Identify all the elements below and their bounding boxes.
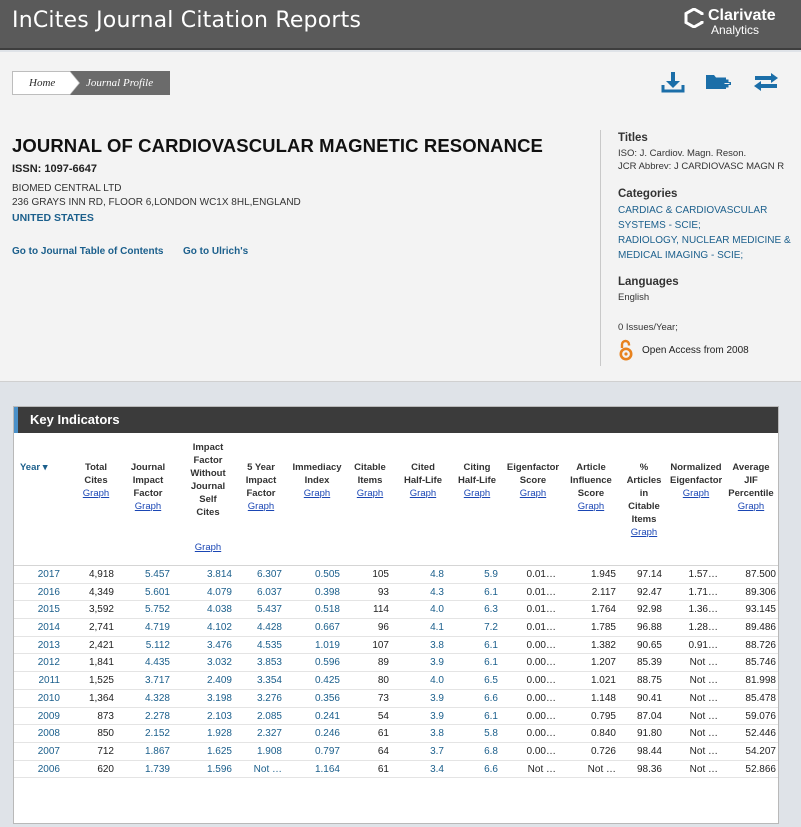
table-cell: 114 <box>373 604 389 616</box>
table-cell: 88.726 <box>745 639 776 651</box>
table-cell: 4,349 <box>88 586 114 598</box>
column-header <box>452 461 502 500</box>
table-cell[interactable]: 2.327 <box>256 728 282 740</box>
table-cell: 873 <box>97 710 114 722</box>
table-cell: 1.57… <box>688 569 718 580</box>
table-cell[interactable]: 0.425 <box>314 675 340 687</box>
column-header-label: Score <box>577 488 605 499</box>
column-header <box>722 461 779 513</box>
table-cell[interactable]: 3.4 <box>430 763 444 775</box>
table-cell: 2.117 <box>591 586 616 598</box>
table-cell: 1,841 <box>88 657 114 669</box>
column-header-label: Factor <box>246 488 276 499</box>
open-access-text: Open Access from 2008 <box>642 344 749 356</box>
table-cell: 59.076 <box>745 710 776 722</box>
ulrichs-link[interactable]: Go to Ulrich's <box>183 246 249 257</box>
table-cell[interactable]: 5.601 <box>144 586 170 598</box>
column-header-label: Cites <box>84 475 108 486</box>
table-cell: 1,525 <box>88 675 114 687</box>
category-link[interactable]: MEDICAL IMAGING - SCIE; <box>618 250 744 261</box>
table-cell: 85.478 <box>745 692 776 704</box>
table-cell[interactable]: 5.9 <box>484 569 498 580</box>
table-cell[interactable]: 3.276 <box>256 692 282 704</box>
table-cell: 54.207 <box>745 745 776 757</box>
logo-subtitle: Analytics <box>711 23 760 37</box>
table-cell[interactable]: 6.1 <box>484 586 498 598</box>
table-cell[interactable]: 4.8 <box>430 569 444 580</box>
table-cell: 81.998 <box>745 675 776 687</box>
column-header <box>670 461 722 500</box>
table-row <box>14 566 779 584</box>
column-header-label: Normalized <box>670 462 722 473</box>
table-row <box>14 619 779 637</box>
year-cell[interactable]: 2011 <box>38 675 60 687</box>
table-cell: 92.98 <box>636 604 662 616</box>
table-cell[interactable]: 5.457 <box>144 569 170 580</box>
table-row <box>14 672 779 690</box>
table-cell[interactable]: 6.5 <box>484 675 498 687</box>
table-cell[interactable]: 3.853 <box>256 657 282 669</box>
table-cell[interactable]: 2.152 <box>144 728 170 740</box>
category-link[interactable]: SYSTEMS - SCIE; <box>618 220 701 231</box>
year-sort-header[interactable] <box>20 461 66 474</box>
year-cell[interactable]: 2008 <box>37 728 60 740</box>
table-cell[interactable]: 3.476 <box>206 639 232 651</box>
table-cell[interactable]: 4.0 <box>430 604 444 616</box>
table-cell[interactable]: 4.079 <box>206 586 232 598</box>
table-cell[interactable]: 5.112 <box>145 639 170 651</box>
table-cell[interactable]: 0.246 <box>314 728 340 740</box>
table-cell: 96 <box>377 622 389 634</box>
column-header-label: Citing <box>463 462 491 473</box>
category-link[interactable]: CARDIAC & CARDIOVASCULAR <box>618 205 768 216</box>
table-row <box>14 743 779 761</box>
table-cell[interactable]: 6.1 <box>484 710 498 722</box>
table-cell[interactable]: 4.3 <box>430 586 444 598</box>
table-cell[interactable]: 4.328 <box>144 692 170 704</box>
table-cell: 0.00… <box>526 657 556 669</box>
table-cell[interactable]: 1.596 <box>206 763 232 775</box>
table-cell: 2,741 <box>88 622 114 634</box>
table-cell[interactable]: 0.596 <box>314 657 340 669</box>
graph-link[interactable]: Graph <box>519 488 547 499</box>
table-cell[interactable]: 1.164 <box>314 763 340 775</box>
table-cell[interactable]: 1.928 <box>206 728 232 740</box>
table-row <box>14 637 779 655</box>
table-cell: 107 <box>372 639 389 651</box>
table-cell[interactable]: 2.085 <box>256 710 282 722</box>
year-cell[interactable]: 2006 <box>37 763 60 775</box>
table-cell[interactable]: 0.241 <box>314 710 340 722</box>
table-cell: 0.91… <box>688 639 718 651</box>
journal-publisher: BIOMED CENTRAL LTD <box>12 183 122 194</box>
journal-details-sidebar <box>618 132 801 334</box>
table-cell: Not … <box>689 728 718 740</box>
table-cell: Not … <box>527 763 556 775</box>
table-cell[interactable]: 6.037 <box>256 586 282 598</box>
column-header-label: Year ▾ <box>20 462 48 473</box>
table-cell: 2,421 <box>88 639 114 651</box>
journal-profile-section <box>0 52 801 382</box>
logo-name: Clarivate <box>708 7 776 24</box>
graph-link[interactable]: Graph <box>356 488 384 499</box>
clarivate-logo[interactable] <box>684 7 794 39</box>
column-header-label: Score <box>519 475 547 486</box>
table-cell: 93.145 <box>745 604 776 616</box>
jcr-abbreviation: JCR Abbrev: J CARDIOVASC MAGN R <box>618 161 785 172</box>
table-cell: 52.446 <box>745 728 776 740</box>
table-cell: 712 <box>97 745 114 757</box>
year-cell[interactable]: 2014 <box>37 622 60 634</box>
graph-link[interactable]: Graph <box>630 527 658 538</box>
table-cell[interactable]: 3.8 <box>430 728 444 740</box>
table-cell[interactable]: 3.354 <box>256 675 282 687</box>
table-cell: 1.148 <box>590 692 616 704</box>
journal-issn: ISSN: 1097-6647 <box>12 163 97 175</box>
table-cell: 0.00… <box>526 745 556 757</box>
column-header-label: Articles <box>626 475 662 486</box>
graph-link[interactable]: Graph <box>577 501 605 512</box>
column-header-label: Article <box>576 462 606 473</box>
table-cell[interactable]: 3.198 <box>206 692 232 704</box>
table-cell: 91.80 <box>636 728 662 740</box>
table-cell: 1.764 <box>590 604 616 616</box>
table-cell[interactable]: 4.428 <box>256 622 282 634</box>
breadcrumb-home[interactable]: Home <box>12 71 70 95</box>
table-cell: 1.945 <box>590 569 616 580</box>
table-cell[interactable]: 1.739 <box>144 763 170 775</box>
table-cell[interactable]: 3.9 <box>430 710 444 722</box>
table-cell[interactable]: 3.814 <box>206 569 232 580</box>
table-cell: 105 <box>372 569 389 580</box>
table-cell: 0.840 <box>590 728 616 740</box>
year-cell[interactable]: 2013 <box>37 639 60 651</box>
table-cell[interactable]: 2.103 <box>206 710 232 722</box>
table-cell: 93 <box>377 586 389 598</box>
column-header-label: JIF <box>744 475 758 486</box>
table-cell: 620 <box>97 763 114 775</box>
table-cell: 88.75 <box>636 675 662 687</box>
table-cell: 98.36 <box>636 763 662 775</box>
languages-heading: Languages <box>618 276 679 288</box>
table-cell[interactable]: 2.278 <box>144 710 170 722</box>
table-cell: 87.500 <box>745 569 776 580</box>
column-header-label: 5 Year <box>247 462 275 473</box>
graph-link[interactable]: Graph <box>682 488 710 499</box>
table-cell: 4,918 <box>88 569 114 580</box>
column-header-label: Citable <box>628 501 660 512</box>
column-header <box>122 461 174 513</box>
issues-per-year: 0 Issues/Year; <box>618 322 678 333</box>
column-header-label: Index <box>304 475 330 486</box>
profile-divider <box>600 130 601 366</box>
table-cell[interactable]: 5.752 <box>144 604 170 616</box>
column-header-label: Impact <box>245 475 277 486</box>
table-cell: 850 <box>97 728 114 740</box>
table-cell[interactable]: 6.1 <box>484 639 498 651</box>
table-cell[interactable]: 0.398 <box>314 586 340 598</box>
table-cell[interactable]: 6.8 <box>484 745 498 757</box>
table-cell[interactable]: 0.356 <box>314 692 340 704</box>
table-cell: 85.746 <box>745 657 776 669</box>
table-cell: 90.41 <box>636 692 662 704</box>
table-cell: 0.726 <box>590 745 616 757</box>
column-header <box>506 461 560 500</box>
column-header-label: Citable <box>354 462 386 473</box>
table-of-contents-link[interactable]: Go to Journal Table of Contents <box>12 246 164 257</box>
table-cell: 87.04 <box>636 710 662 722</box>
key-indicators-header: Key Indicators <box>14 407 778 433</box>
graph-link[interactable]: Graph <box>303 488 331 499</box>
open-access-icon <box>618 339 634 361</box>
column-header-label: Eigenfactor <box>670 475 722 486</box>
table-cell: 1.785 <box>590 622 616 634</box>
column-header-label: Items <box>357 475 383 486</box>
table-cell: 54 <box>377 710 389 722</box>
table-cell: Not … <box>689 692 718 704</box>
table-cell: 0.00… <box>526 639 556 651</box>
table-cell: 0.01… <box>526 586 556 598</box>
graph-link[interactable]: Graph <box>134 501 162 512</box>
table-cell: 52.866 <box>745 763 776 775</box>
column-header-label: Impact <box>192 442 224 453</box>
table-cell: 61 <box>377 728 389 740</box>
table-cell[interactable]: 3.7 <box>430 745 444 757</box>
table-cell: 89.306 <box>745 586 776 598</box>
column-header <box>180 441 236 554</box>
table-cell: 97.14 <box>636 569 662 580</box>
graph-link[interactable]: Graph <box>194 542 222 553</box>
breadcrumb <box>12 71 170 95</box>
column-header-label: Factor <box>133 488 163 499</box>
table-cell: 89 <box>377 657 389 669</box>
add-folder-icon[interactable] <box>705 70 731 94</box>
table-cell[interactable]: 0.797 <box>314 745 340 757</box>
year-cell[interactable]: 2010 <box>37 692 60 704</box>
app-title: InCites Journal Citation Reports <box>12 8 362 33</box>
table-row <box>14 654 779 672</box>
column-header-label: Journal <box>130 462 166 473</box>
table-cell: Not … <box>689 710 718 722</box>
table-cell: Not … <box>689 763 718 775</box>
table-cell[interactable]: 1.625 <box>206 745 232 757</box>
column-header-label: Cites <box>196 507 220 518</box>
graph-link[interactable]: Graph <box>247 501 275 512</box>
column-header-label: Journal <box>190 481 226 492</box>
table-cell[interactable]: 3.8 <box>430 639 444 651</box>
table-cell: 3,592 <box>88 604 114 616</box>
column-header <box>398 461 448 500</box>
table-cell: 0.00… <box>526 728 556 740</box>
table-cell[interactable]: 4.0 <box>430 675 444 687</box>
key-indicators-panel <box>13 406 779 824</box>
column-header <box>347 461 393 500</box>
table-cell[interactable]: 4.535 <box>256 639 282 651</box>
journal-country: UNITED STATES <box>12 212 94 224</box>
column-header-label: Half-Life <box>458 475 496 486</box>
table-row <box>14 708 779 726</box>
column-header-label: Impact <box>132 475 164 486</box>
table-row <box>14 584 779 602</box>
table-row <box>14 690 779 708</box>
table-cell[interactable]: 1.908 <box>256 745 282 757</box>
table-cell[interactable]: 4.102 <box>206 622 232 634</box>
table-cell: 1.71… <box>688 586 718 598</box>
column-header-label: Without <box>190 468 226 479</box>
table-cell: Not … <box>689 657 718 669</box>
table-cell: 0.01… <box>526 569 556 580</box>
column-header <box>74 461 118 500</box>
year-cell[interactable]: 2015 <box>37 604 60 616</box>
table-cell: 0.01… <box>526 622 556 634</box>
table-cell[interactable]: 0.505 <box>314 569 340 580</box>
titles-heading: Titles <box>618 132 648 144</box>
table-cell[interactable]: 4.038 <box>206 604 232 616</box>
column-header-label: % <box>639 462 649 473</box>
categories-heading: Categories <box>618 188 678 200</box>
table-cell[interactable]: 7.2 <box>484 622 498 634</box>
table-cell[interactable]: 6.6 <box>484 763 498 775</box>
table-cell: 64 <box>377 745 389 757</box>
table-cell: 1.021 <box>590 675 616 687</box>
column-header <box>290 461 344 500</box>
top-bar <box>0 0 801 50</box>
table-cell: 0.795 <box>590 710 616 722</box>
table-cell: 61 <box>377 763 389 775</box>
table-cell[interactable]: 0.667 <box>314 622 340 634</box>
table-cell: 1.382 <box>590 639 616 651</box>
year-cell[interactable]: 2009 <box>37 710 60 722</box>
table-cell[interactable]: 4.435 <box>144 657 170 669</box>
column-header-label: Immediacy <box>292 462 342 473</box>
column-header-label: Factor <box>193 455 223 466</box>
table-cell[interactable]: 5.8 <box>484 728 498 740</box>
journal-title: JOURNAL OF CARDIOVASCULAR MAGNETIC RESONANCE <box>12 135 543 156</box>
table-cell: 96.88 <box>636 622 662 634</box>
graph-link[interactable]: Graph <box>409 488 437 499</box>
table-cell: 80 <box>377 675 389 687</box>
table-cell: Not … <box>587 763 616 775</box>
breadcrumb-journal-profile: Journal Profile <box>70 71 170 95</box>
column-header <box>622 461 666 539</box>
table-cell[interactable]: 1.019 <box>314 639 340 651</box>
table-cell: 89.486 <box>745 622 776 634</box>
column-header-label: Cited <box>411 462 435 473</box>
table-cell: Not … <box>689 745 718 757</box>
table-cell[interactable]: 2.409 <box>206 675 232 687</box>
iso-title: ISO: J. Cardiov. Magn. Reson. <box>618 148 747 159</box>
table-cell[interactable]: 6.307 <box>256 569 282 580</box>
graph-link[interactable]: Graph <box>463 488 491 499</box>
table-cell[interactable]: Not … <box>253 763 282 775</box>
table-cell: 92.47 <box>636 586 662 598</box>
column-header-label: Average <box>732 462 770 473</box>
column-header-label: Percentile <box>728 488 774 499</box>
year-cell[interactable]: 2007 <box>37 745 60 757</box>
column-header <box>236 461 286 513</box>
column-header-label: Half-Life <box>404 475 442 486</box>
column-header-label: in <box>639 488 649 499</box>
graph-link[interactable]: Graph <box>737 501 765 512</box>
year-cell[interactable]: 2012 <box>37 657 60 669</box>
categories-list <box>618 203 801 263</box>
table-row <box>14 725 779 743</box>
year-cell[interactable]: 2017 <box>37 569 60 580</box>
table-cell: 0.00… <box>526 710 556 722</box>
table-cell[interactable]: 6.3 <box>484 604 498 616</box>
table-cell[interactable]: 6.1 <box>484 657 498 669</box>
table-cell[interactable]: 4.719 <box>144 622 170 634</box>
journal-address: 236 GRAYS INN RD, FLOOR 6,LONDON WC1X 8HL,ENGLAND <box>12 197 301 208</box>
category-link[interactable]: RADIOLOGY, NUCLEAR MEDICINE & <box>618 235 791 246</box>
key-indicators-table-body <box>14 565 779 778</box>
table-cell: 1.28… <box>688 622 718 634</box>
table-cell[interactable]: 3.9 <box>430 657 444 669</box>
table-cell[interactable]: 0.518 <box>314 604 340 616</box>
table-cell: 1.207 <box>590 657 616 669</box>
table-cell: 0.00… <box>526 692 556 704</box>
table-cell[interactable]: 6.6 <box>484 692 498 704</box>
table-cell[interactable]: 3.717 <box>144 675 170 687</box>
language-value: English <box>618 292 650 303</box>
clarivate-logo-icon <box>684 8 704 28</box>
table-cell: 90.65 <box>636 639 662 651</box>
compare-icon[interactable] <box>753 70 779 94</box>
table-cell: 98.44 <box>636 745 662 757</box>
open-access-row <box>618 339 749 361</box>
table-cell[interactable]: 4.1 <box>430 622 444 634</box>
table-cell[interactable]: 3.9 <box>430 692 444 704</box>
column-header-label: Eigenfactor <box>506 462 560 473</box>
table-cell: 1.36… <box>688 604 718 616</box>
download-icon[interactable] <box>660 70 686 94</box>
table-row <box>14 601 779 619</box>
table-cell: 1,364 <box>88 692 114 704</box>
table-cell: 0.00… <box>526 675 556 687</box>
graph-link[interactable]: Graph <box>82 488 110 499</box>
column-header-label: Total <box>85 462 107 473</box>
table-cell[interactable]: 1.867 <box>144 745 170 757</box>
table-cell: 73 <box>377 692 389 704</box>
column-header <box>562 461 620 513</box>
column-header-label: Items <box>631 514 657 525</box>
table-cell[interactable]: 5.437 <box>256 604 282 616</box>
table-cell: Not … <box>689 675 718 687</box>
table-row <box>14 761 779 779</box>
table-cell: 85.39 <box>636 657 662 669</box>
column-header-label: Self <box>199 494 217 505</box>
year-cell[interactable]: 2016 <box>37 586 60 598</box>
table-cell[interactable]: 3.032 <box>206 657 232 669</box>
column-header-label: Influence <box>570 475 612 486</box>
table-cell: 0.01… <box>526 604 556 616</box>
